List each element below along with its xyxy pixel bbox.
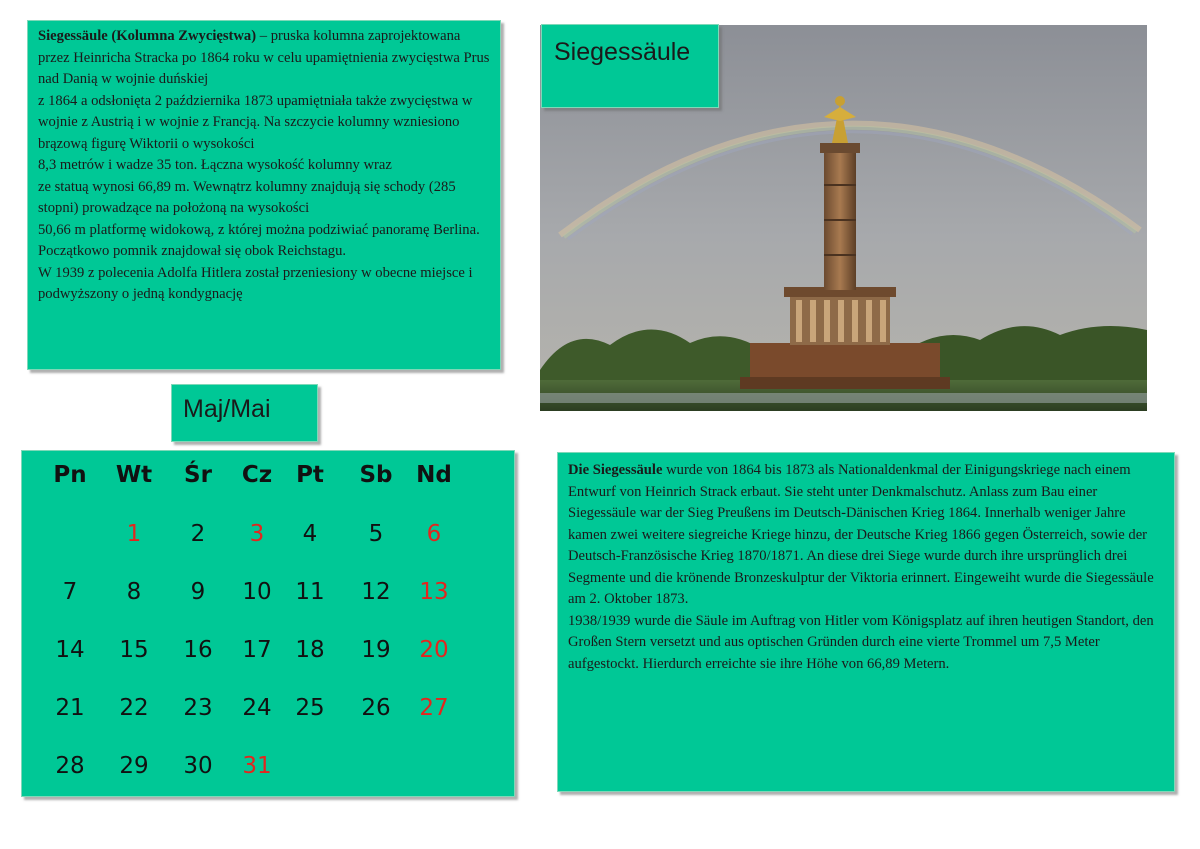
title-box (541, 24, 719, 108)
calendar-day: 5 (368, 521, 384, 547)
calendar-day: 19 (361, 637, 391, 663)
calendar-day: 12 (361, 579, 391, 605)
calendar-day: 15 (119, 637, 149, 663)
month-label: Maj/Mai (183, 395, 271, 423)
weekday-header: Pn (53, 462, 87, 488)
weekday-header: Nd (416, 462, 452, 488)
polish-body: – pruska kolumna zaprojektowana przez Heinricha Stracka po 1864 roku w celu upamiętnienia zwycięstwa Prus nad Danią w wojnie duńskiej z 1864 a odsłonięta 2 października 1873 upamiętniała także zwycięstwa w wojnie z Austrią i w wojnie z Francją. Na szczycie kolumny wzniesiono brązową figurę Wiktorii o wysokości 8,3 metrów i wadze 35 ton. Łączna wysokość kolumny wraz ze statuą wynosi 66,89 m. Wewnątrz kolumny znajdują się schody (285 stopni) prowadzące na położoną na wysokości 50,66 m platformę widokową, z której można podziwiać panoramę Berlina. Początkowo pomnik znajdował się obok Reichstagu. W 1939 z polecenia Adolfa Hitlera został przeniesiony w obecne miejsce i podwyższony o jedną kondygnację (38, 28, 490, 302)
calendar-day: 20 (419, 637, 449, 663)
calendar-day: 8 (126, 579, 142, 605)
calendar-day: 21 (55, 695, 85, 721)
german-body: wurde von 1864 bis 1873 als Nationaldenkmal der Einigungskriege nach einem Entwurf von Heinrich Strack erbaut. Sie steht unter Denkmalschutz. Anlass zum Bau einer Siegessäule war der Sieg Preußens im Deutsch-Dänischen Krieg 1864. Innerhalb weniger Jahre kamen zwei weitere siegreiche Kriege hinzu, der Deutsche Krieg 1866 gegen Österreich, sowie der Deutsch-Französische Krieg 1870/1871. An diese drei Siege wurde durch ihre ursprünglich drei Segmente und die krönende Bronzeskulptur der Viktoria erinnert. Eingeweiht wurde die Siegessäule am 2. Oktober 1873. 1938/1939 wurde die Säule im Auftrag von Hitler vom Königsplatz auf ihren heutigen Standort, den Großen Stern versetzt und aus optischen Gründen durch eine vierte Trommel um 7,5 Meter aufgestockt. Hierdurch erreichte sie ihre Höhe von 66,89 Metern. (568, 462, 1154, 672)
calendar-day: 13 (419, 579, 449, 605)
weekday-header: Śr (184, 462, 212, 488)
polish-description-box (27, 20, 501, 370)
calendar-day: 17 (242, 637, 272, 663)
calendar-day: 1 (126, 521, 142, 547)
calendar-day: 27 (419, 695, 449, 721)
calendar-day: 26 (361, 695, 391, 721)
calendar-day: 31 (242, 753, 272, 779)
calendar-day: 6 (426, 521, 442, 547)
german-title: Die Siegessäule (568, 462, 663, 478)
weekday-header: Pt (296, 462, 324, 488)
calendar-day: 4 (302, 521, 318, 547)
calendar-day: 25 (295, 695, 325, 721)
german-description-box (557, 452, 1175, 792)
title-label: Siegessäule (554, 38, 691, 66)
calendar-day: 24 (242, 695, 272, 721)
calendar-day: 3 (249, 521, 265, 547)
calendar-day: 30 (183, 753, 213, 779)
calendar-day: 16 (183, 637, 213, 663)
weekday-header: Wt (115, 462, 153, 488)
calendar-day: 18 (295, 637, 325, 663)
weekday-header: Sb (359, 462, 393, 488)
calendar-day: 28 (55, 753, 85, 779)
calendar (21, 450, 515, 797)
calendar-day: 14 (55, 637, 85, 663)
calendar-day: 23 (183, 695, 213, 721)
calendar-day: 22 (119, 695, 149, 721)
weekday-header: Cz (241, 462, 273, 488)
calendar-day: 2 (190, 521, 206, 547)
calendar-day: 10 (242, 579, 272, 605)
calendar-day: 7 (62, 579, 78, 605)
calendar-day: 29 (119, 753, 149, 779)
polish-title: Siegessäule (Kolumna Zwycięstwa) (38, 28, 257, 44)
calendar-day: 11 (295, 579, 325, 605)
calendar-day: 9 (190, 579, 206, 605)
month-box (171, 384, 318, 442)
